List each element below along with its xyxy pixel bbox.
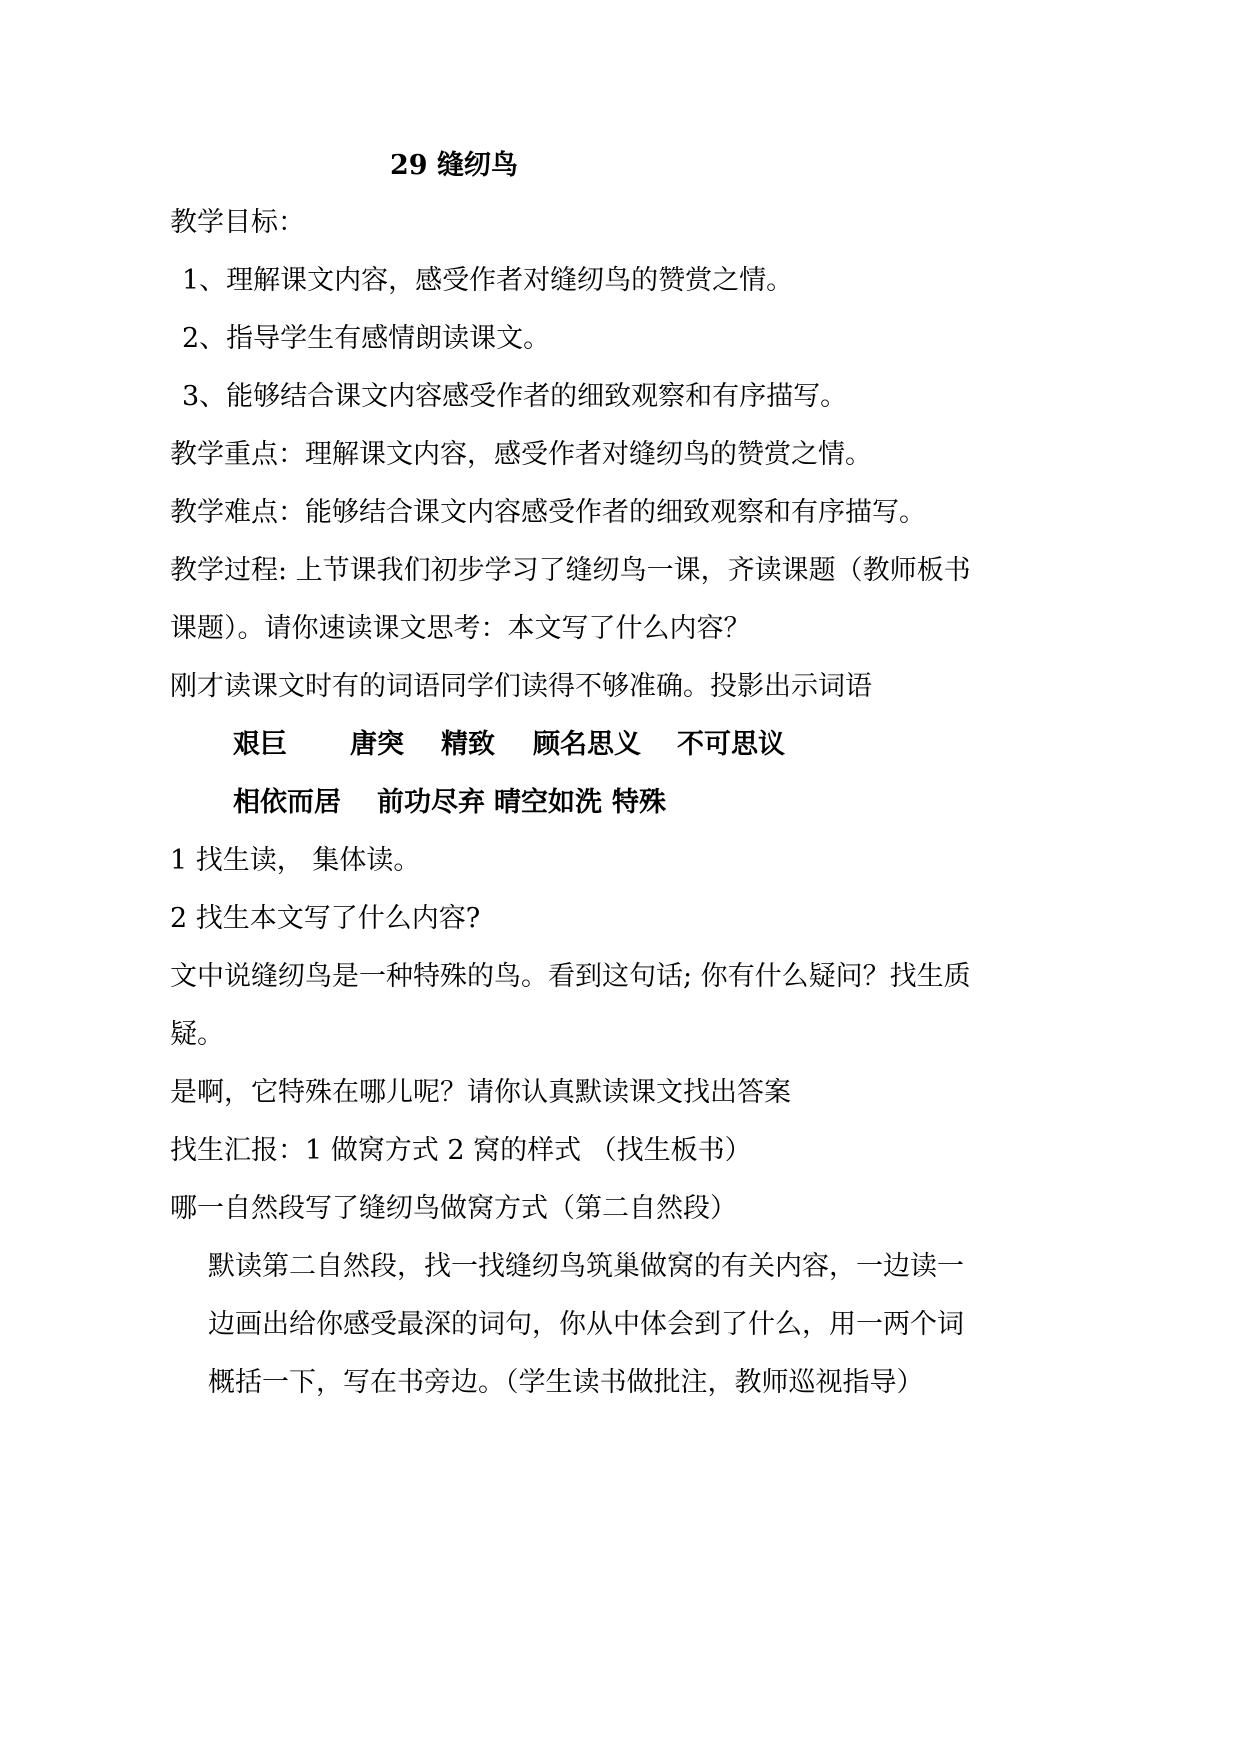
page-title: 29 缝纫鸟 — [390, 150, 518, 181]
vocab-word: 特殊 — [612, 787, 666, 818]
report-text: 找生汇报：1 做窝方式 2 窝的样式 （找生板书） — [170, 1135, 752, 1166]
question-text: 疑。 — [170, 1019, 224, 1050]
vocab-word: 不可思议 — [677, 729, 785, 760]
objectives-heading: 教学目标： — [170, 207, 305, 238]
special-text: 是啊，它特殊在哪儿呢？请你认真默读课文找出答案 — [170, 1077, 791, 1108]
vocab-word: 精致 — [441, 729, 495, 760]
vocab-word: 相依而居 — [233, 787, 341, 818]
reading-instruction: 概括一下，写在书旁边。（学生读书做批注，教师巡视指导） — [208, 1367, 924, 1398]
reading-instruction: 边画出给你感受最深的词句，你从中体会到了什么，用一两个词 — [208, 1309, 964, 1340]
vocab-word: 顾名思义 — [533, 729, 641, 760]
vocab-word: 唐突 — [350, 729, 404, 760]
key-point: 教学重点：理解课文内容，感受作者对缝纫鸟的赞赏之情。 — [170, 439, 872, 470]
process-text: 教学过程: 上节课我们初步学习了缝纫鸟一课，齐读课题（教师板书 — [170, 555, 971, 586]
objective-item: 3、能够结合课文内容感受作者的细致观察和有序描写。 — [182, 381, 848, 412]
step-item: 2 找生本文写了什么内容? — [170, 903, 481, 934]
reading-instruction: 默读第二自然段，找一找缝纫鸟筑巢做窝的有关内容，一边读一 — [208, 1251, 964, 1282]
step-item: 1 找生读， 集体读。 — [170, 845, 421, 876]
vocab-word: 前功尽弃 — [377, 787, 485, 818]
paragraph-question: 哪一自然段写了缝纫鸟做窝方式（第二自然段） — [170, 1193, 737, 1224]
difficulty: 教学难点：能够结合课文内容感受作者的细致观察和有序描写。 — [170, 497, 926, 528]
process-text: 课题）。请你速读课文思考：本文写了什么内容？ — [170, 613, 751, 644]
question-text: 文中说缝纫鸟是一种特殊的鸟。看到这句话; 你有什么疑问？找生质 — [170, 961, 971, 992]
objective-item: 1、理解课文内容，感受作者对缝纫鸟的赞赏之情。 — [182, 265, 794, 296]
vocab-intro: 刚才读课文时有的词语同学们读得不够准确。投影出示词语 — [170, 671, 872, 702]
vocab-word: 艰巨 — [233, 729, 287, 760]
objective-item: 2、指导学生有感情朗读课文。 — [182, 323, 551, 354]
vocab-word: 晴空如洗 — [494, 787, 602, 818]
